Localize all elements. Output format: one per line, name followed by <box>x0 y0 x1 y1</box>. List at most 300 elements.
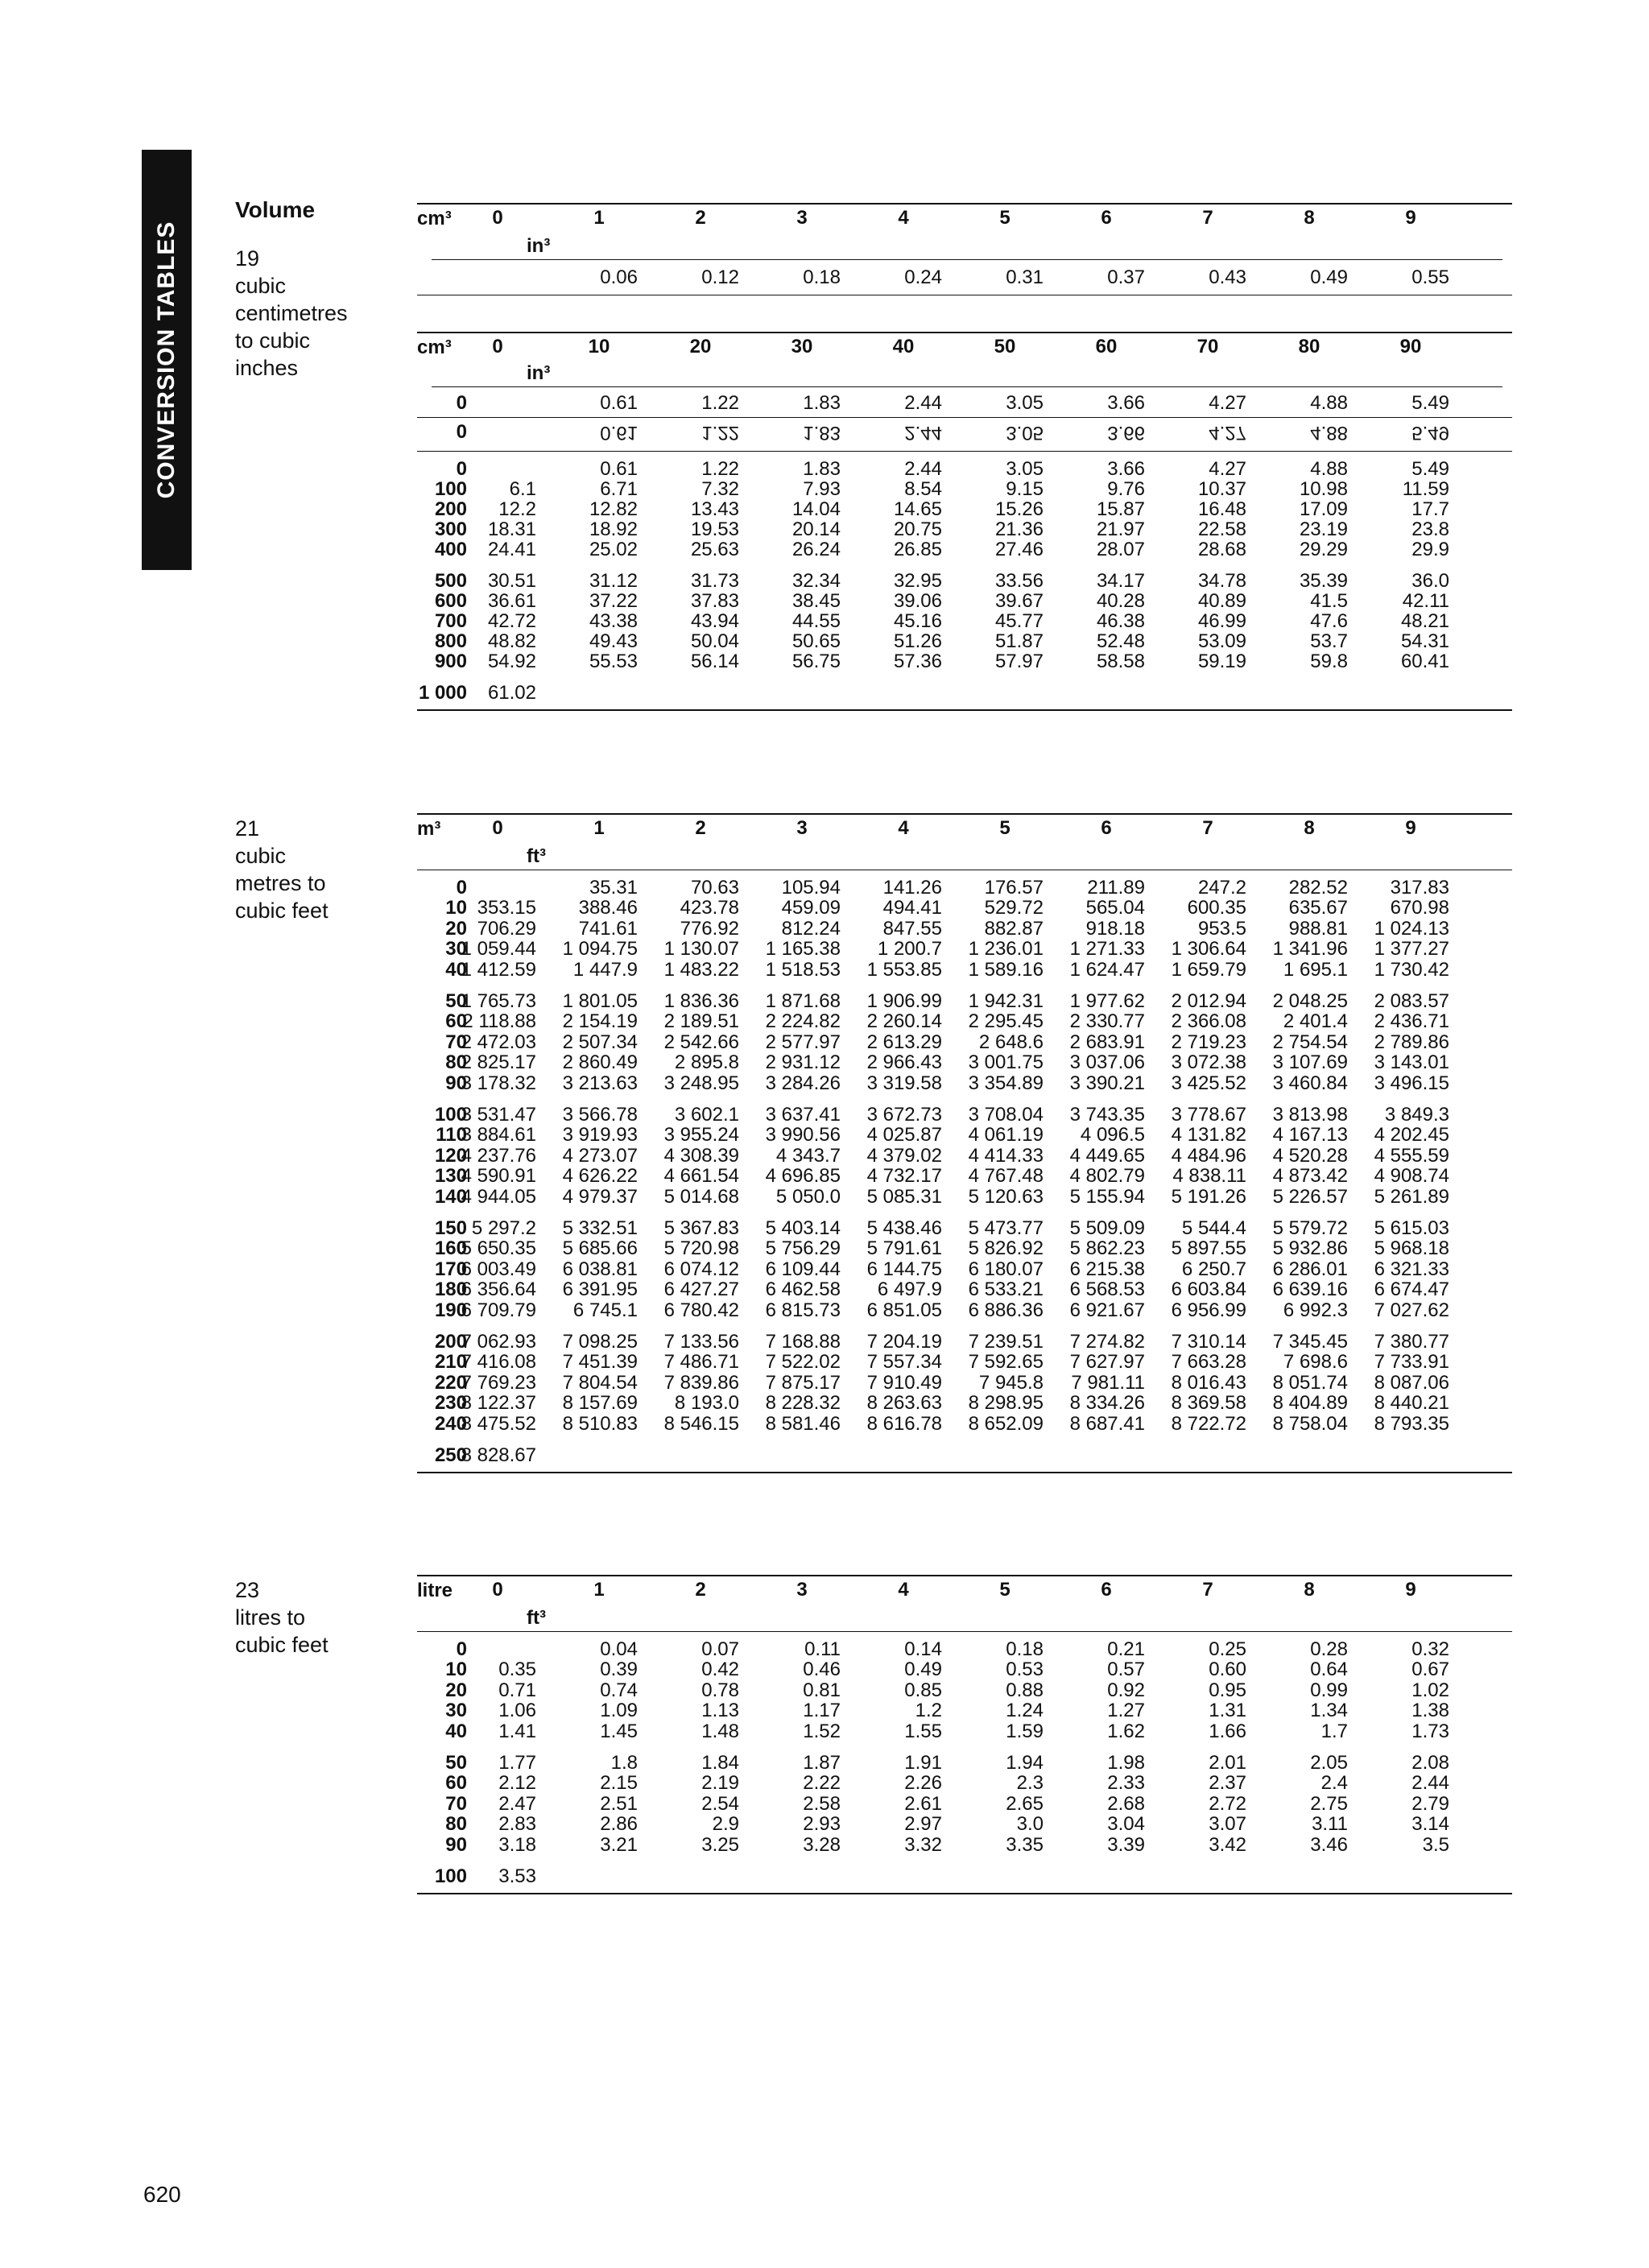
table-cell: 5 509.09 <box>1069 1217 1145 1239</box>
table-cell: 8 510.83 <box>562 1412 638 1435</box>
column-header: 3 <box>796 207 808 229</box>
row-key: 80 <box>445 1051 467 1074</box>
table-cell: 4 237.76 <box>461 1144 536 1167</box>
table-cell: 6 462.58 <box>765 1279 841 1301</box>
row-key: 10 <box>445 897 467 919</box>
table-cell: 0.49 <box>904 1659 942 1681</box>
row-key: 40 <box>445 1720 467 1742</box>
column-header: 7 <box>1202 817 1213 839</box>
table-cell: 0.85 <box>904 1679 942 1701</box>
table-cell: 3 813.98 <box>1272 1104 1348 1126</box>
table-cell: 36.0 <box>1411 570 1449 592</box>
table-cell-mirrored <box>649 422 739 443</box>
column-header: 5 <box>999 817 1010 839</box>
table-cell: 1.66 <box>1209 1720 1246 1742</box>
table-cell: 2 613.29 <box>866 1031 942 1053</box>
table-cell: 3.07 <box>1209 1813 1246 1836</box>
table-cell: 2 825.17 <box>461 1051 536 1074</box>
table-cell: 0.74 <box>600 1679 638 1701</box>
table-cell: 3 213.63 <box>562 1072 638 1094</box>
table-cell: 3.28 <box>803 1833 841 1856</box>
table-cell: 1 659.79 <box>1171 958 1246 981</box>
unit-label: cm³ <box>417 337 452 358</box>
table-cell: 17.09 <box>1299 498 1348 520</box>
row-key: 180 <box>434 1279 467 1301</box>
label-line: 23 <box>235 1578 260 1602</box>
table-cell: 0.18 <box>803 266 841 288</box>
table-cell-mirrored <box>1055 422 1145 443</box>
table-cell: 2 472.03 <box>461 1031 536 1053</box>
table-cell: 16.48 <box>1197 498 1246 520</box>
table-cell: 2 789.86 <box>1374 1031 1449 1053</box>
table-cell: 0.21 <box>1107 1638 1145 1660</box>
table-cell: 5 191.26 <box>1171 1185 1246 1208</box>
table-cell: 5 544.4 <box>1181 1217 1246 1239</box>
table-cell: 5 897.55 <box>1171 1237 1246 1260</box>
table-cell: 8 404.89 <box>1272 1392 1348 1415</box>
table-cell-mirrored <box>1156 422 1246 443</box>
table-cell: 670.98 <box>1390 897 1449 919</box>
table-cell: 7 345.45 <box>1272 1331 1348 1353</box>
table-cell: 17.7 <box>1411 498 1449 520</box>
row-key: 70 <box>445 1792 467 1815</box>
table-cell: 4.88 <box>1310 458 1348 480</box>
table-cell: 2 330.77 <box>1069 1010 1145 1033</box>
table-cell: 2.47 <box>498 1792 536 1815</box>
table-cell: 51.87 <box>994 630 1044 652</box>
column-header: 10 <box>588 336 610 357</box>
table-cell: 9.15 <box>1006 478 1044 500</box>
table-cell: 2.54 <box>701 1792 739 1815</box>
table-cell: 2.08 <box>1411 1752 1449 1774</box>
table-cell: 4 944.05 <box>461 1185 536 1208</box>
table-cell: 7 627.97 <box>1069 1351 1145 1374</box>
column-header: 9 <box>1405 1579 1416 1601</box>
table-cell: 6 674.47 <box>1374 1279 1449 1301</box>
table-cell: 3 637.41 <box>765 1104 841 1126</box>
mirrored-value: 4.27 <box>1209 422 1246 444</box>
table-cell: 2.83 <box>498 1813 536 1836</box>
table-cell: 3 955.24 <box>663 1124 739 1146</box>
table-cell: 3 566.78 <box>562 1104 638 1126</box>
row-key: 100 <box>434 1865 467 1887</box>
table-cell: 3.04 <box>1107 1813 1145 1836</box>
label-line: cubic feet <box>235 1633 329 1657</box>
table-cell: 2.97 <box>904 1813 942 1836</box>
table-cell: 6 003.49 <box>461 1258 536 1280</box>
table-cell: 1.31 <box>1209 1700 1246 1722</box>
table-cell: 1 412.59 <box>461 958 536 981</box>
table-cell: 2 154.19 <box>562 1010 638 1033</box>
column-header: 50 <box>994 336 1016 357</box>
label-line: cubic <box>235 274 287 298</box>
table-cell: 4 555.59 <box>1374 1144 1449 1167</box>
table-cell: 1 871.68 <box>765 990 841 1012</box>
table-cell: 6 709.79 <box>461 1299 536 1321</box>
row-key: 400 <box>434 539 467 560</box>
table-cell: 8 793.35 <box>1374 1412 1449 1435</box>
table-cell: 3 672.73 <box>866 1104 942 1126</box>
table-cell: 8 298.95 <box>968 1392 1044 1415</box>
column-header: 0 <box>492 1579 503 1601</box>
table-cell: 2 401.4 <box>1283 1010 1348 1033</box>
table-cell: 2.9 <box>712 1813 739 1836</box>
table-cell: 8 051.74 <box>1272 1371 1348 1394</box>
table-rule <box>417 1472 1512 1473</box>
table-cell: 3 284.26 <box>765 1072 841 1094</box>
table-cell: 3 037.06 <box>1069 1051 1145 1074</box>
table-cell: 59.8 <box>1310 651 1348 672</box>
table-cell: 1 236.01 <box>968 938 1044 960</box>
table-cell: 2.79 <box>1411 1792 1449 1815</box>
column-header: 80 <box>1298 336 1320 357</box>
table-cell: 4 732.17 <box>866 1165 942 1188</box>
table-cell: 5.49 <box>1411 392 1449 414</box>
row-key: 900 <box>434 651 467 672</box>
table-cell: 59.19 <box>1197 651 1246 672</box>
table-cell: 2.68 <box>1107 1792 1145 1815</box>
table-cell: 2 966.43 <box>866 1051 942 1074</box>
table-cell: 8 263.63 <box>866 1392 942 1415</box>
table-cell: 2.72 <box>1209 1792 1246 1815</box>
table-cell: 1 589.16 <box>968 958 1044 981</box>
table-cell: 43.94 <box>690 610 739 632</box>
row-key: 80 <box>445 1813 467 1836</box>
table-cell: 10.37 <box>1197 478 1246 500</box>
column-header: 4 <box>898 1579 909 1601</box>
table-cell: 247.2 <box>1197 877 1246 899</box>
table-cell: 15.26 <box>994 498 1044 520</box>
table-cell: 8 546.15 <box>663 1412 739 1435</box>
table-cell: 0.88 <box>1006 1679 1044 1701</box>
section-19-label <box>235 196 348 382</box>
table-cell: 6 286.01 <box>1272 1258 1348 1280</box>
row-key: 120 <box>434 1144 467 1167</box>
table-cell: 2.26 <box>904 1772 942 1795</box>
table-cell: 1 094.75 <box>562 938 638 960</box>
table-cell: 8 652.09 <box>968 1412 1044 1435</box>
table-cell: 8 687.41 <box>1069 1412 1145 1435</box>
side-tab-label: CONVERSION TABLES <box>153 221 180 499</box>
row-key: 0 <box>456 458 467 480</box>
column-header: 70 <box>1196 336 1219 357</box>
table-cell: 5 862.23 <box>1069 1237 1145 1260</box>
table-rule <box>417 451 1512 452</box>
label-line: litres to <box>235 1605 306 1630</box>
table-cell: 4 096.5 <box>1080 1124 1145 1146</box>
table-cell: 23.19 <box>1299 518 1348 540</box>
table-cell: 1.84 <box>701 1752 739 1774</box>
row-key: 70 <box>445 1031 467 1053</box>
table-cell: 211.89 <box>1087 877 1145 899</box>
table-cell: 4 626.22 <box>562 1165 638 1188</box>
table-cell: 32.34 <box>791 570 841 592</box>
mirrored-value: 1.83 <box>803 422 841 444</box>
table-cell: 0.37 <box>1107 266 1145 288</box>
column-header: 1 <box>593 817 605 839</box>
table-cell: 5 261.89 <box>1374 1185 1449 1208</box>
table-cell: 1 483.22 <box>663 958 739 981</box>
table-cell: 7 910.49 <box>866 1371 942 1394</box>
table-cell: 4 414.33 <box>968 1144 1044 1167</box>
table-cell: 1 624.47 <box>1069 958 1145 981</box>
row-key: 230 <box>434 1392 467 1415</box>
table-cell: 317.83 <box>1390 877 1449 899</box>
column-header: 4 <box>898 207 909 229</box>
table-cell: 7 663.28 <box>1171 1351 1246 1374</box>
table-cell: 5 367.83 <box>663 1217 739 1239</box>
table-cell: 3 602.1 <box>674 1104 739 1126</box>
table-cell: 1 024.13 <box>1374 917 1449 940</box>
table-cell: 5 968.18 <box>1374 1237 1449 1260</box>
table-cell: 2.01 <box>1209 1752 1246 1774</box>
table-cell: 3 884.61 <box>461 1124 536 1146</box>
table-cell: 2 507.34 <box>562 1031 638 1053</box>
table-cell: 282.52 <box>1288 877 1348 899</box>
sub-unit-label: in³ <box>527 362 551 384</box>
table-cell: 353.15 <box>477 897 536 919</box>
table-cell: 35.39 <box>1299 570 1348 592</box>
table-cell-mirrored <box>953 422 1044 443</box>
row-key: 700 <box>434 610 467 632</box>
row-key: 300 <box>434 518 467 540</box>
table-cell: 45.16 <box>893 610 942 632</box>
table-cell: 4 131.82 <box>1171 1124 1246 1146</box>
table-cell: 2 683.91 <box>1069 1031 1145 1053</box>
table-cell: 7 557.34 <box>866 1351 942 1374</box>
table-cell: 1.62 <box>1107 1720 1145 1742</box>
table-cell: 3 425.52 <box>1171 1072 1246 1094</box>
table-cell: 1 377.27 <box>1374 938 1449 960</box>
table-cell: 7 239.51 <box>968 1331 1044 1353</box>
table-cell: 0.31 <box>1006 266 1044 288</box>
table-cell: 2.3 <box>1016 1772 1044 1795</box>
label-line: 21 <box>235 816 260 841</box>
table-cell: 5 473.77 <box>968 1217 1044 1239</box>
table-cell: 28.68 <box>1197 539 1246 560</box>
table-cell: 8 087.06 <box>1374 1371 1449 1394</box>
table-cell: 847.55 <box>882 917 942 940</box>
table-cell: 4 520.28 <box>1272 1144 1348 1167</box>
row-key: 50 <box>445 990 467 1012</box>
table-cell: 2.05 <box>1310 1752 1348 1774</box>
table-cell: 5 155.94 <box>1069 1185 1145 1208</box>
table-cell: 7 416.08 <box>461 1351 536 1374</box>
table-cell: 2 577.97 <box>765 1031 841 1053</box>
table-cell: 31.12 <box>589 570 638 592</box>
unit-label: litre <box>417 1580 453 1601</box>
table-cell: 2.75 <box>1310 1792 1348 1815</box>
table-cell: 1 130.07 <box>663 938 739 960</box>
table-cell: 5 756.29 <box>765 1237 841 1260</box>
table-cell: 3 143.01 <box>1374 1051 1449 1074</box>
row-key: 100 <box>434 1104 467 1126</box>
table-cell: 0.11 <box>804 1638 841 1660</box>
table-cell: 52.48 <box>1096 630 1145 652</box>
table-cell: 19.53 <box>690 518 739 540</box>
table-cell: 4 661.54 <box>663 1165 739 1188</box>
table-cell: 4.27 <box>1209 392 1246 414</box>
table-cell: 4 696.85 <box>765 1165 841 1188</box>
table-cell: 7 769.23 <box>461 1371 536 1394</box>
table-cell: 388.46 <box>578 897 638 919</box>
table-cell: 9.76 <box>1107 478 1145 500</box>
table-cell: 7 486.71 <box>663 1351 739 1374</box>
table-rule <box>432 386 1502 387</box>
table-cell: 6 533.21 <box>968 1279 1044 1301</box>
label-line: to cubic <box>235 328 311 353</box>
table-cell: 5 826.92 <box>968 1237 1044 1260</box>
sub-unit-label: in³ <box>527 235 551 257</box>
column-header: 4 <box>898 817 909 839</box>
side-tab <box>142 150 192 570</box>
table-cell: 2.61 <box>904 1792 942 1815</box>
label-line: 19 <box>235 246 260 271</box>
table-cell: 3.18 <box>498 1833 536 1856</box>
row-key: 60 <box>445 1010 467 1033</box>
table-cell: 1.52 <box>803 1720 841 1742</box>
column-header: 6 <box>1101 817 1112 839</box>
table-cell: 46.38 <box>1096 610 1145 632</box>
table-cell: 1.77 <box>498 1752 536 1774</box>
table-cell: 6 639.16 <box>1272 1279 1348 1301</box>
table-cell: 0.49 <box>1310 266 1348 288</box>
table-cell: 2.4 <box>1320 1772 1348 1795</box>
table-cell: 2 860.49 <box>562 1051 638 1074</box>
table-cell: 37.83 <box>690 590 739 612</box>
table-cell: 3 708.04 <box>968 1104 1044 1126</box>
table-cell: 2.44 <box>1411 1772 1449 1795</box>
row-key: 0 <box>456 877 467 899</box>
table-cell: 3 107.69 <box>1272 1051 1348 1074</box>
table-cell: 6 144.75 <box>866 1258 942 1280</box>
table-cell: 38.45 <box>791 590 841 612</box>
table-cell: 2 260.14 <box>866 1010 942 1033</box>
table-cell: 3.53 <box>498 1865 536 1887</box>
table-cell: 0.07 <box>701 1638 739 1660</box>
table-cell: 4 167.13 <box>1272 1124 1348 1146</box>
table-cell: 7.93 <box>803 478 841 500</box>
table-cell: 882.87 <box>984 917 1044 940</box>
table-cell: 1 765.73 <box>461 990 536 1012</box>
table-cell: 2 542.66 <box>663 1031 739 1053</box>
table-cell: 1 942.31 <box>968 990 1044 1012</box>
section-heading: Volume <box>235 197 316 222</box>
table-cell: 53.7 <box>1310 630 1348 652</box>
row-key: 90 <box>445 1833 467 1856</box>
table-cell: 20.75 <box>893 518 942 540</box>
table-cell: 31.73 <box>690 570 739 592</box>
table-cell: 7 204.19 <box>866 1331 942 1353</box>
table-cell: 32.95 <box>893 570 942 592</box>
table-cell: 1.09 <box>600 1700 638 1722</box>
table-cell: 28.07 <box>1096 539 1145 560</box>
table-cell: 1 200.7 <box>877 938 942 960</box>
table-cell: 5 014.68 <box>663 1185 739 1208</box>
table-cell: 8 334.26 <box>1069 1392 1145 1415</box>
table-cell: 2.44 <box>904 458 942 480</box>
row-key: 110 <box>436 1124 467 1146</box>
table-cell: 635.67 <box>1288 897 1348 919</box>
table-cell: 4 061.19 <box>968 1124 1044 1146</box>
table-cell: 5 332.51 <box>562 1217 638 1239</box>
table-cell: 2 719.23 <box>1171 1031 1246 1053</box>
table-cell: 3 248.95 <box>663 1072 739 1094</box>
table-cell: 7 522.02 <box>765 1351 841 1374</box>
table-cell: 50.65 <box>791 630 841 652</box>
table-cell: 56.14 <box>690 651 739 672</box>
table-cell: 1.34 <box>1310 1700 1348 1722</box>
table-cell: 21.36 <box>994 518 1044 540</box>
table-cell: 1 306.64 <box>1171 938 1246 960</box>
table-cell: 8 828.67 <box>461 1444 536 1466</box>
table-rule <box>417 709 1512 711</box>
row-key: 60 <box>445 1772 467 1795</box>
column-header: 90 <box>1399 336 1422 357</box>
table-cell: 25.02 <box>589 539 638 560</box>
table-cell: 6 109.44 <box>765 1258 841 1280</box>
column-header: 1 <box>593 207 605 229</box>
table-cell: 3 460.84 <box>1272 1072 1348 1094</box>
table-cell: 6 815.73 <box>765 1299 841 1321</box>
table-cell: 8 016.43 <box>1171 1371 1246 1394</box>
table-cell-mirrored <box>750 422 841 443</box>
table-cell: 1 906.99 <box>866 990 942 1012</box>
table-cell: 4.88 <box>1310 392 1348 414</box>
column-header: 2 <box>695 207 706 229</box>
table-cell: 7 804.54 <box>562 1371 638 1394</box>
table-cell: 11.59 <box>1402 478 1449 500</box>
table-cell: 8 228.32 <box>765 1392 841 1415</box>
table-cell: 2.33 <box>1107 1772 1145 1795</box>
table-cell: 39.67 <box>994 590 1044 612</box>
row-key: 50 <box>445 1752 467 1774</box>
table-cell: 706.29 <box>477 917 536 940</box>
table-cell: 6 568.53 <box>1069 1279 1145 1301</box>
table-cell: 0.78 <box>701 1679 739 1701</box>
table-cell: 54.92 <box>487 651 536 672</box>
table-cell: 5 791.61 <box>866 1237 942 1260</box>
table-cell: 1.55 <box>904 1720 942 1742</box>
table-cell: 6 391.95 <box>562 1279 638 1301</box>
table-cell: 18.31 <box>487 518 536 540</box>
table-cell: 0.14 <box>904 1638 942 1660</box>
table-cell: 41.5 <box>1310 590 1348 612</box>
table-cell: 4 767.48 <box>968 1165 1044 1188</box>
table-cell: 7 945.8 <box>978 1371 1044 1394</box>
table-cell: 48.82 <box>487 630 536 652</box>
table-cell: 2.15 <box>600 1772 638 1795</box>
column-header: 3 <box>796 1579 808 1601</box>
table-cell: 6 992.3 <box>1283 1299 1348 1321</box>
table-cell: 34.17 <box>1096 570 1145 592</box>
table-cell: 2.58 <box>803 1792 841 1815</box>
table-cell: 4 379.02 <box>866 1144 942 1167</box>
column-header: 8 <box>1304 1579 1315 1601</box>
table-cell: 0.42 <box>701 1659 739 1681</box>
row-key: 250 <box>434 1444 467 1466</box>
row-key: 150 <box>434 1217 467 1239</box>
table-cell: 3 778.67 <box>1171 1104 1246 1126</box>
table-cell: 1 341.96 <box>1272 938 1348 960</box>
table-cell: 4 802.79 <box>1069 1165 1145 1188</box>
table-cell: 0.61 <box>600 458 638 480</box>
table-cell: 0.24 <box>904 266 942 288</box>
table-cell: 0.12 <box>701 266 739 288</box>
table-cell: 0.60 <box>1209 1659 1246 1681</box>
table-cell: 4 484.96 <box>1171 1144 1246 1167</box>
table-cell: 0.95 <box>1209 1679 1246 1701</box>
